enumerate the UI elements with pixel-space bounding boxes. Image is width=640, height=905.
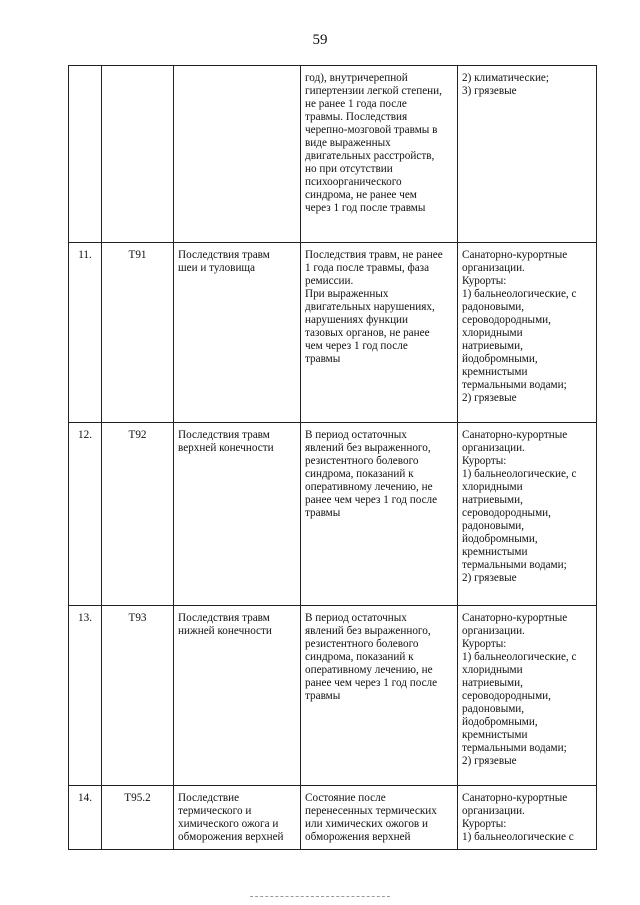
icd-code: T91 xyxy=(102,243,174,423)
text-line: гипертензии легкой степени, xyxy=(305,85,442,97)
text-line: черепно-мозговой травмы в xyxy=(305,124,438,136)
table-row xyxy=(69,423,597,606)
text-line: йодобромными, xyxy=(462,533,538,545)
row-number: 12. xyxy=(69,423,102,606)
conditions-text xyxy=(301,606,458,786)
text-line: оперативному лечению, не xyxy=(305,481,433,493)
text-line: сероводородными, xyxy=(462,690,551,702)
text-line: перенесенных термических xyxy=(305,805,437,817)
icd-code: T95.2 xyxy=(102,786,174,850)
conditions-text xyxy=(301,66,458,243)
diagnosis-name xyxy=(174,243,301,423)
page-number: 59 xyxy=(312,32,328,48)
icd-code xyxy=(102,66,174,243)
text-line: термальными водами; xyxy=(462,559,567,571)
text-line: виде выраженных xyxy=(305,137,391,149)
text-line: ранее чем через 1 год после xyxy=(305,494,438,506)
resorts-text xyxy=(458,786,597,850)
text-line: год), внутричерепной xyxy=(305,72,408,84)
text-line: Последствия травм xyxy=(178,429,270,441)
text-line: нижней конечности xyxy=(178,625,272,637)
text-line: 3) грязевые xyxy=(462,85,517,97)
text-line: травмы xyxy=(305,353,341,365)
text-line: не ранее 1 года после xyxy=(305,98,407,110)
text-line: травмы xyxy=(305,690,341,702)
text-line: натриевыми, xyxy=(462,677,523,689)
diagnosis-name xyxy=(174,66,301,243)
conditions-text xyxy=(301,423,458,606)
indications-table xyxy=(68,65,597,850)
text-line: йодобромными, xyxy=(462,353,538,365)
text-line: явлений без выраженного, xyxy=(305,625,431,637)
conditions-text xyxy=(301,786,458,850)
text-line: Курорты: xyxy=(462,818,507,830)
text-line: термальными водами; xyxy=(462,379,567,391)
text-line: Последствия травм, не ранее xyxy=(305,249,443,261)
text-line: ранее чем через 1 год после xyxy=(305,677,438,689)
text-line: 1) бальнеологические, с xyxy=(462,288,577,300)
text-line: химического ожога и xyxy=(178,818,279,830)
text-line: хлоридными xyxy=(462,327,523,339)
table-row xyxy=(69,606,597,786)
text-line: натриевыми, xyxy=(462,340,523,352)
text-line: хлоридными xyxy=(462,481,523,493)
text-line: Санаторно-курортные xyxy=(462,792,568,804)
text-line: При выраженных xyxy=(305,288,389,300)
text-line: Последствия травм xyxy=(178,249,270,261)
text-line: термальными водами; xyxy=(462,742,567,754)
text-line: Последствие xyxy=(178,792,240,804)
text-line: сероводородными, xyxy=(462,507,551,519)
text-line: натриевыми, xyxy=(462,494,523,506)
text-line: оперативному лечению, не xyxy=(305,664,433,676)
conditions-text xyxy=(301,243,458,423)
text-line: чем через 1 год после xyxy=(305,340,408,352)
icd-code: T93 xyxy=(102,606,174,786)
text-line: термического и xyxy=(178,805,252,817)
text-line: травмы xyxy=(305,507,341,519)
text-line: йодобромными, xyxy=(462,716,538,728)
text-line: синдрома, показаний к xyxy=(305,468,414,480)
resorts-text xyxy=(458,243,597,423)
text-line: травмы. Последствия xyxy=(305,111,408,123)
text-line: ремиссии. xyxy=(305,275,354,287)
text-line: радоновыми, xyxy=(462,520,525,532)
text-line: через 1 год после травмы xyxy=(305,202,426,214)
diagnosis-name xyxy=(174,786,301,850)
text-line: 2) климатические; xyxy=(462,72,550,84)
text-line: кремнистыми xyxy=(462,729,528,741)
text-line: шеи и туловища xyxy=(178,262,256,274)
text-line: 2) грязевые xyxy=(462,755,517,767)
text-line: В период остаточных xyxy=(305,612,407,624)
text-line: резистентного болевого xyxy=(305,638,419,650)
text-line: верхней конечности xyxy=(178,442,274,454)
text-line: организации. xyxy=(462,625,525,637)
row-number: 11. xyxy=(69,243,102,423)
text-line: обморожения верхней xyxy=(178,831,284,843)
text-line: организации. xyxy=(462,442,525,454)
diagnosis-name xyxy=(174,423,301,606)
text-line: Санаторно-курортные xyxy=(462,612,568,624)
text-line: Санаторно-курортные xyxy=(462,249,568,261)
text-line: но при отсутствии xyxy=(305,163,393,175)
text-line: 1) бальнеологические, с xyxy=(462,651,577,663)
resorts-text xyxy=(458,423,597,606)
diagnosis-name xyxy=(174,606,301,786)
text-line: 1 года после травмы, фаза xyxy=(305,262,430,274)
text-line: Состояние после xyxy=(305,792,386,804)
text-line: Курорты: xyxy=(462,275,507,287)
text-line: обморожения верхней xyxy=(305,831,411,843)
text-line: организации. xyxy=(462,805,525,817)
table-row xyxy=(69,243,597,423)
text-line: тазовых органов, не ранее xyxy=(305,327,430,339)
scan-edge-mark xyxy=(250,896,390,897)
row-number: 13. xyxy=(69,606,102,786)
text-line: радоновыми, xyxy=(462,703,525,715)
text-line: В период остаточных xyxy=(305,429,407,441)
text-line: кремнистыми xyxy=(462,366,528,378)
text-line: нарушениях функции xyxy=(305,314,409,326)
text-line: радоновыми, xyxy=(462,301,525,313)
text-line: организации. xyxy=(462,262,525,274)
text-line: Курорты: xyxy=(462,638,507,650)
text-line: 1) бальнеологические с xyxy=(462,831,574,843)
resorts-text xyxy=(458,66,597,243)
text-line: синдрома, не ранее чем xyxy=(305,189,417,201)
text-line: 1) бальнеологические, с xyxy=(462,468,577,480)
text-line: синдрома, показаний к xyxy=(305,651,414,663)
text-line: 2) грязевые xyxy=(462,572,517,584)
text-line: двигательных нарушениях, xyxy=(305,301,435,313)
text-line: 2) грязевые xyxy=(462,392,517,404)
text-line: кремнистыми xyxy=(462,546,528,558)
row-number xyxy=(69,66,102,243)
text-line: Курорты: xyxy=(462,455,507,467)
text-line: сероводородными, xyxy=(462,314,551,326)
text-line: или химических ожогов и xyxy=(305,818,428,830)
text-line: Последствия травм xyxy=(178,612,270,624)
table-row xyxy=(69,786,597,850)
resorts-text xyxy=(458,606,597,786)
text-line: явлений без выраженного, xyxy=(305,442,431,454)
text-line: Санаторно-курортные xyxy=(462,429,568,441)
text-line: резистентного болевого xyxy=(305,455,419,467)
row-number: 14. xyxy=(69,786,102,850)
text-line: хлоридными xyxy=(462,664,523,676)
text-line: двигательных расстройств, xyxy=(305,150,435,162)
table-row xyxy=(69,66,597,243)
text-line: психоорганического xyxy=(305,176,402,188)
icd-code: T92 xyxy=(102,423,174,606)
